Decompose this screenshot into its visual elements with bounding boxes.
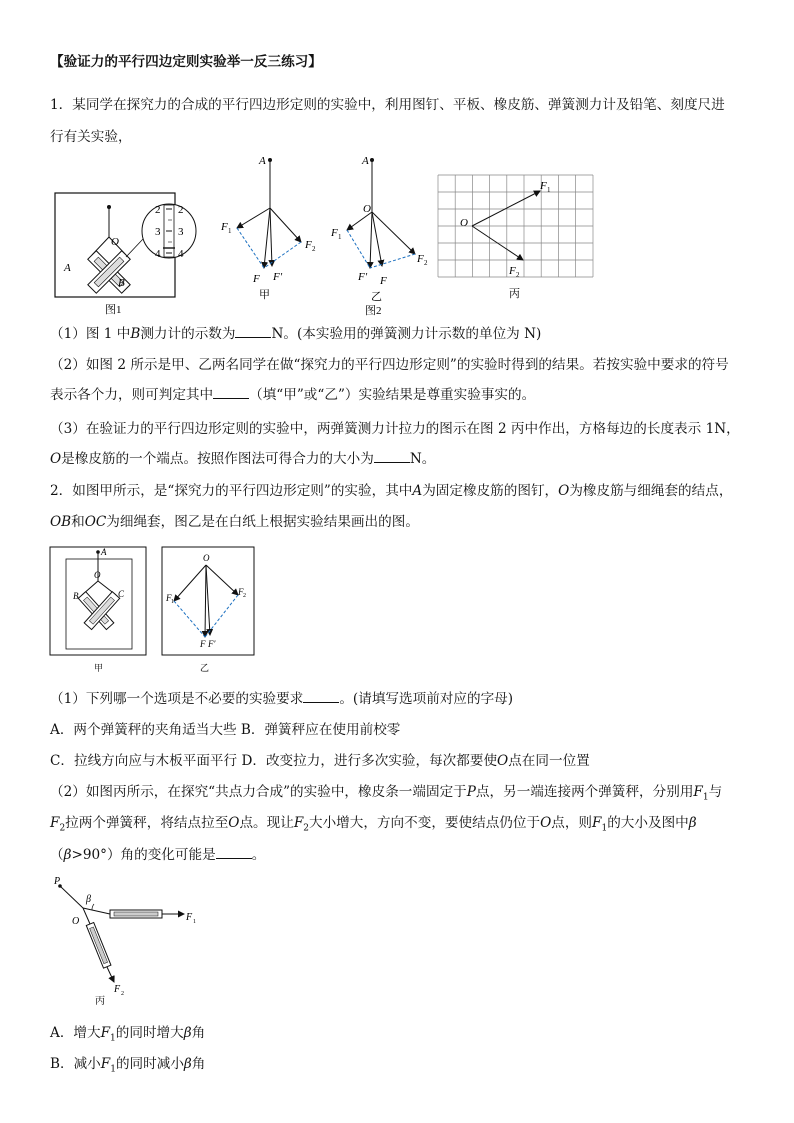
fig1-scale-2-left: 2 [155,204,161,216]
q2-p2-l1-P: P [466,784,476,800]
jia-label-F1-sub: 1 [228,227,232,235]
fig1-scale-3-right: 3 [178,226,184,238]
bing-label-F1-sub: 1 [547,186,551,194]
q2-stem-b: 为固定橡皮筋的图钉， [422,483,559,499]
q1-part3-c: N。 [409,451,436,467]
q2-part1-b: 。(请填写选项前对应的字母) [339,691,514,707]
q1-part1-blank[interactable] [235,337,271,338]
bing3-label-P: P [54,876,61,887]
ansA-a: A．增大 [50,1025,101,1041]
bing3-label-O: O [72,916,80,927]
ansA-sub: 1 [110,1033,116,1044]
q1-part2-b: 表示各个力，则可判定其中 [50,387,214,403]
q2jia-label-B: B [73,591,79,601]
q2yi-label-F1: F [166,593,172,603]
bing3-label-F2: F [114,984,121,995]
q2yi-caption: 乙 [200,663,210,673]
bing3-label-F1: F [186,912,193,923]
q1-part1-a: （1）图 1 中 [50,326,131,342]
bing-label-F1: F [540,180,547,192]
q1-figure-2-yi [325,152,435,317]
yi-label-F: F [380,275,387,287]
q2-stem-O: O [558,483,570,499]
yi-label-Fp: F′ [358,271,368,283]
q2-option-B[interactable]: B．弹簧秤应在使用前校零 [240,722,401,738]
q2-stem-A: A [412,483,423,499]
jia-label-F: F [253,273,260,285]
q2-p2-l3-c: 。 [251,847,266,863]
ansA-b: 的同时增大 [115,1025,184,1041]
q2jia-label-O: O [94,570,101,580]
fig1-scale-3-left: 3 [155,226,161,238]
q2-option-A[interactable]: A．两个弹簧秤的夹角适当大些 [50,722,237,738]
q2-p2-l2-F2: F [293,815,304,831]
q1-part1-b: 测力计的示数为 [140,326,236,342]
q2-p2-l2-sub: 2 [59,823,66,834]
q1-stem-line2: 行有关实验， [50,129,132,145]
jia-label-F2-sub: 2 [312,245,316,253]
yi-label-F1: F [331,227,338,239]
q2-p2-l3-a: （ [50,847,64,863]
ansA-c: 角 [191,1025,206,1041]
q2-p2-l2-beta: β [688,815,697,831]
fig1-label-B: B [118,277,125,289]
q2-option-D[interactable] [241,753,589,769]
yi-caption: 乙 [371,291,382,303]
q2-p2-l3-b: >90°）角的变化可能是 [71,847,216,863]
q2-p2-l1-F: F [693,784,703,800]
q2-part2-blank[interactable] [216,858,252,859]
q1-figure-1 [50,185,190,315]
ansB-beta: β [183,1056,192,1072]
q1-part3-blank[interactable] [374,462,410,463]
q2-stem-OB: OB [50,514,72,530]
q2-option-D-a: D．改变拉力，进行多次实验，每次都要使 [241,753,498,769]
jia-label-F2: F [305,239,312,251]
q2-p2-l1-b: 点，另一端连接两个弹簧秤，分别用 [475,784,694,800]
q1-part2-line2 [50,386,535,404]
q2-figure-yi [160,545,260,675]
q2-p2-l2-d: 点，则 [551,815,593,831]
q2-p2-l2-O2: O [540,815,552,831]
q2-stem-line2 [50,513,419,531]
q2yi-label-O: O [203,553,210,563]
jia-caption: 甲 [259,289,270,301]
q2-part2-line3 [50,846,265,864]
yi-label-F2-sub: 2 [424,259,428,267]
fig1-label-A: A [64,262,71,274]
q1-part2-line1: （2）如图 2 所示是甲、乙两名同学在做“探究力的平行四边形定则”的实验时得到的结果。若按实验中要求的符号 [50,357,729,373]
q2-answer-A[interactable] [50,1024,205,1048]
fig1-label-O: O [111,236,119,248]
q2-part1-blank[interactable] [303,702,339,703]
q1-figure-2-bing [433,170,603,300]
yi-label-A: A [362,155,369,167]
ansB-F: F [100,1056,111,1072]
ansA-F: F [100,1025,111,1041]
q1-part1-c: N。(本实验用的弹簧测力计示数的单位为 N) [271,326,542,342]
q1-part3-b: 是橡皮筋的一个端点。按照作图法可得合力的大小为 [61,451,374,467]
ansA-beta: β [183,1025,192,1041]
q2-option-D-b: 点在同一位置 [508,753,590,769]
q2-p2-l2-F: F [50,815,60,831]
q2-p2-l2-O: O [228,815,240,831]
bing3-label-F2-sub: 2 [121,991,124,997]
q2jia-label-C: C [118,589,125,599]
yi-label-F1-sub: 1 [338,233,342,241]
bing-label-F2: F [509,265,516,277]
fig1-scale-4-left: 4 [155,248,161,260]
q2yi-label-F2-sub: 2 [243,593,246,599]
q2-option-C[interactable]: C．拉线方向应与木板平面平行 [50,753,238,769]
ansB-c: 角 [191,1056,206,1072]
q2-stem-a: 2．如图甲所示，是“探究力的平行四边形定则”的实验，其中 [50,483,413,499]
fig1-caption: 图1 [105,304,122,316]
fig1-scale-4-right: 4 [178,248,184,260]
q2-options-CD [50,752,590,770]
q2-p2-l2-sub1: 1 [601,823,608,834]
q2jia-caption: 甲 [94,663,104,673]
bing-label-F2-sub: 2 [516,271,520,279]
q2-p2-l2-F1: F [592,815,602,831]
q2-options-AB [50,721,400,739]
q1-part3-line1: （3）在验证力的平行四边形定则的实验中，两弹簧测力计拉力的图示在图 2 丙中作出，方格每边的长度表示 1N， [50,421,740,437]
q2-stem-c: 为橡皮筋与细绳套的结点， [569,483,733,499]
q2-p2-l2-c: 大小增大，方向不变，要使结点仍位于 [309,815,541,831]
jia-label-Fp: F′ [273,271,283,283]
q2-p2-l1-a: （2）如图丙所示，在探究“共点力合成”的实验中，橡皮条一端固定于 [50,784,467,800]
q2-option-D-O: O [497,753,509,769]
q2-p2-l2-e: 的大小及图中 [607,815,689,831]
bing3-label-beta: β [86,894,91,905]
q1-part3-line2 [50,450,435,468]
ansB-sub: 1 [110,1064,116,1075]
q2-p2-l1-c: 与 [708,784,723,800]
q2-answer-B[interactable] [50,1055,205,1079]
page-title: 【验证力的平行四边定则实验举一反三练习】 [50,54,322,70]
ansB-a: B．减小 [50,1056,101,1072]
q2-p2-l1-sub: 1 [702,792,709,803]
q2-stem-OC: OC [84,514,107,530]
ansB-b: 的同时减小 [115,1056,184,1072]
yi-label-F2: F [417,253,424,265]
q1-figure-2-jia [215,152,325,302]
q2yi-label-Fp: F′ [208,639,216,649]
q1-part2-blank[interactable] [213,398,249,399]
q2yi-label-F2: F [238,587,244,597]
bing-label-O: O [460,217,468,229]
yi-label-O: O [363,203,371,215]
jia-label-A: A [259,155,266,167]
q2-stem-d: 为细绳套，图乙是在白纸上根据实验结果画出的图。 [106,514,419,530]
q1-part2-c: （填“甲”或“乙”）实验结果是尊重实验事实的。 [249,387,536,403]
q2-stem-line1 [50,482,732,500]
q2yi-label-F1-sub: 1 [171,599,174,605]
q1-part3-O: O [50,451,62,467]
q2-part1 [50,690,513,708]
q1-part1-B: B [130,326,141,342]
fig1-scale-2-right: 2 [178,204,184,216]
jia-label-F1: F [221,221,228,233]
q2-figure-jia [48,545,158,675]
q2-stem-and: 和 [71,514,85,530]
q2-part2-line1 [50,783,722,807]
q2-part1-a: （1）下列哪一个选项是不必要的实验要求 [50,691,304,707]
q2-p2-l2-a: 拉两个弹簧秤，将结点拉至 [65,815,229,831]
q2-figure-bing [48,872,198,1007]
bing3-label-F1-sub: 1 [193,919,196,925]
q2-part2-line2 [50,814,697,838]
q2jia-label-A: A [101,547,107,557]
q2yi-label-F: F [200,639,206,649]
q2-p2-l2-b: 点。现让 [239,815,294,831]
q1-stem-line1: 1．某同学在探究力的合成的平行四边形定则的实验中，利用图钉、平板、橡皮筋、弹簧测力计及铅笔、刻度尺进 [50,97,725,113]
bing-caption: 丙 [509,288,520,300]
fig2-caption: 图2 [365,305,382,317]
bing3-caption: 丙 [95,996,105,1007]
q2-p2-l3-beta: β [63,847,72,863]
q1-part1 [50,325,541,343]
q2-p2-l2-sub2: 2 [303,823,309,834]
